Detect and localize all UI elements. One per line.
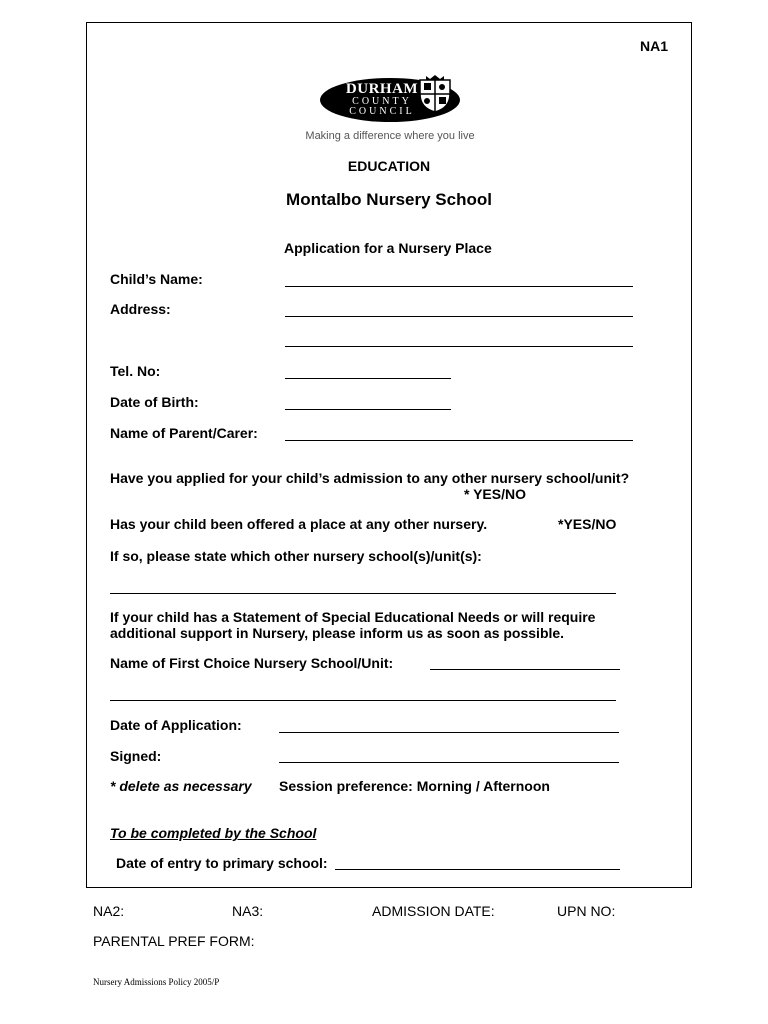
address-field-line-1[interactable] [285, 316, 633, 317]
offered-place-question: Has your child been offered a place at any other nursery. [110, 516, 488, 532]
form-code: NA1 [640, 38, 669, 54]
date-of-entry-field[interactable] [335, 869, 620, 870]
na2-label: NA2: [93, 903, 125, 919]
address-label: Address: [110, 301, 171, 317]
offered-place-answer[interactable]: *YES/NO [558, 516, 617, 532]
parental-pref-label: PARENTAL PREF FORM: [93, 933, 255, 949]
sen-note-line-1: If your child has a Statement of Special Educational Needs or will require [110, 609, 596, 625]
other-nursery-field[interactable] [110, 593, 616, 594]
signature-field[interactable] [279, 762, 619, 763]
session-preference[interactable]: Session preference: Morning / Afternoon [279, 778, 550, 794]
date-of-entry-label: Date of entry to primary school: [116, 855, 328, 871]
tel-no-field[interactable] [285, 378, 451, 379]
crest-icon [416, 74, 454, 114]
date-of-application-field[interactable] [279, 732, 619, 733]
date-of-application-label: Date of Application: [110, 717, 242, 733]
first-choice-field-line-2[interactable] [110, 700, 616, 701]
address-field-line-2[interactable] [285, 346, 633, 347]
school-name: Montalbo Nursery School [286, 190, 492, 209]
form-border [86, 22, 692, 888]
logo-wordmark: DURHAM COUNTY COUNCIL [345, 81, 419, 117]
council-logo [298, 70, 482, 146]
parent-carer-label: Name of Parent/Carer: [110, 425, 258, 441]
parent-carer-field[interactable] [285, 440, 633, 441]
signed-label: Signed: [110, 748, 162, 764]
childs-name-label: Child’s Name: [110, 271, 203, 287]
school-section-heading: To be completed by the School [110, 825, 317, 841]
logo-tagline: Making a difference where you live [305, 130, 475, 142]
applied-other-question: Have you applied for your child’s admission to any other nursery school/unit? [110, 470, 630, 486]
sen-note-line-2: additional support in Nursery, please inform us as soon as possible. [110, 625, 565, 641]
form-title: Application for a Nursery Place [284, 240, 492, 256]
tel-no-label: Tel. No: [110, 363, 161, 379]
admission-date-label: ADMISSION DATE: [372, 903, 495, 919]
upn-no-label: UPN NO: [557, 903, 616, 919]
footer-note: Nursery Admissions Policy 2005/P [93, 977, 220, 987]
if-so-question: If so, please state which other nursery school(s)/unit(s): [110, 548, 482, 564]
department-heading: EDUCATION [347, 158, 431, 174]
date-of-birth-field[interactable] [285, 409, 451, 410]
na3-label: NA3: [232, 903, 264, 919]
delete-note: * delete as necessary [110, 778, 252, 794]
applied-other-answer[interactable]: * YES/NO [464, 486, 526, 502]
first-choice-label: Name of First Choice Nursery School/Unit: [110, 655, 394, 671]
childs-name-field[interactable] [285, 286, 633, 287]
date-of-birth-label: Date of Birth: [110, 394, 199, 410]
first-choice-field[interactable] [430, 669, 620, 670]
